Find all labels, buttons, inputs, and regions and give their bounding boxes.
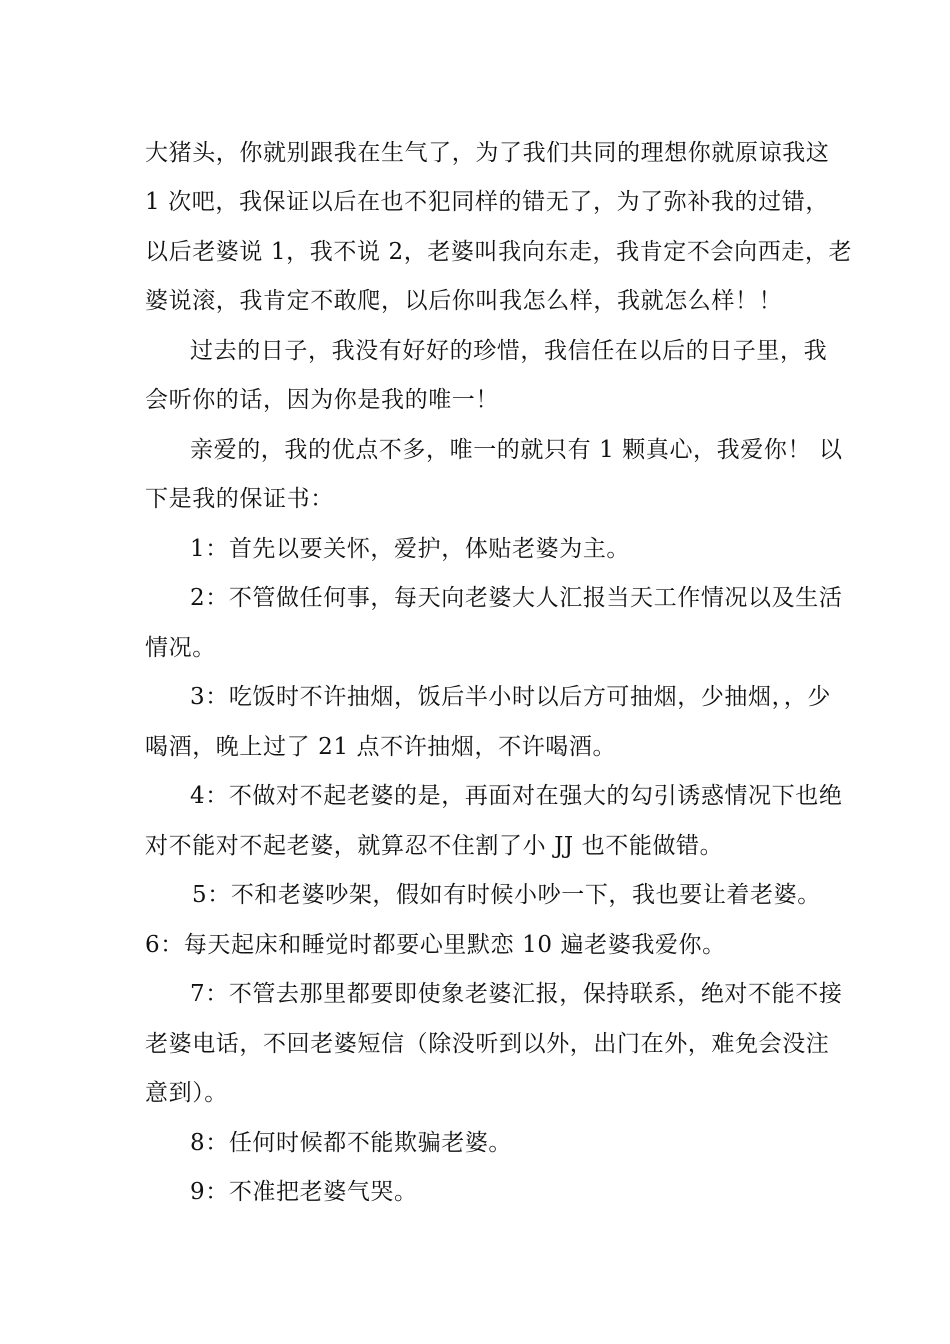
text-line: 老婆电话，不回老婆短信（除没听到以外，出门在外，难免会没注 bbox=[145, 1031, 830, 1057]
text-line: 下是我的保证书： bbox=[145, 486, 334, 512]
text-line: 6：每天起床和睡觉时都要心里默恋 10 遍老婆我爱你。 bbox=[145, 932, 726, 958]
text-line: 3：吃饭时不许抽烟，饭后半小时以后方可抽烟，少抽烟，，少 bbox=[190, 684, 831, 710]
text-line: 婆说滚，我肯定不敢爬，以后你叫我怎么样，我就怎么样！！ bbox=[145, 288, 783, 314]
text-line: 7：不管去那里都要即使象老婆汇报，保持联系，绝对不能不接 bbox=[190, 981, 843, 1007]
text-line: 1：首先以要关怀，爱护，体贴老婆为主。 bbox=[190, 536, 631, 562]
text-line: 喝酒，晚上过了 21 点不许抽烟，不许喝酒。 bbox=[145, 734, 617, 760]
text-line: 1 次吧，我保证以后在也不犯同样的错无了，为了弥补我的过错， bbox=[145, 189, 829, 215]
text-line: 亲爱的，我的优点不多，唯一的就只有 1 颗真心，我爱你！ 以 bbox=[190, 437, 843, 463]
text-line: 意到）。 bbox=[145, 1080, 228, 1106]
text-line: 4：不做对不起老婆的是，再面对在强大的勾引诱惑情况下也绝 bbox=[190, 783, 843, 809]
text-line: 5：不和老婆吵架，假如有时候小吵一下，我也要让着老婆。 bbox=[192, 882, 821, 908]
text-line: 过去的日子，我没有好好的珍惜，我信任在以后的日子里，我 bbox=[190, 338, 828, 364]
text-line: 大猪头，你就别跟我在生气了，为了我们共同的理想你就原谅我这 bbox=[145, 140, 830, 166]
text-line: 情况。 bbox=[145, 635, 216, 661]
text-line: 9：不准把老婆气哭。 bbox=[190, 1179, 418, 1205]
text-line: 8：任何时候都不能欺骗老婆。 bbox=[190, 1130, 513, 1156]
text-line: 会听你的话，因为你是我的唯一！ bbox=[145, 387, 499, 413]
text-line: 对不能对不起老婆，就算忍不住割了小 JJ 也不能做错。 bbox=[145, 833, 724, 859]
text-line: 以后老婆说 1，我不说 2，老婆叫我向东走，我肯定不会向西走，老 bbox=[145, 239, 853, 265]
text-line: 2：不管做任何事，每天向老婆大人汇报当天工作情况以及生活 bbox=[190, 585, 843, 611]
